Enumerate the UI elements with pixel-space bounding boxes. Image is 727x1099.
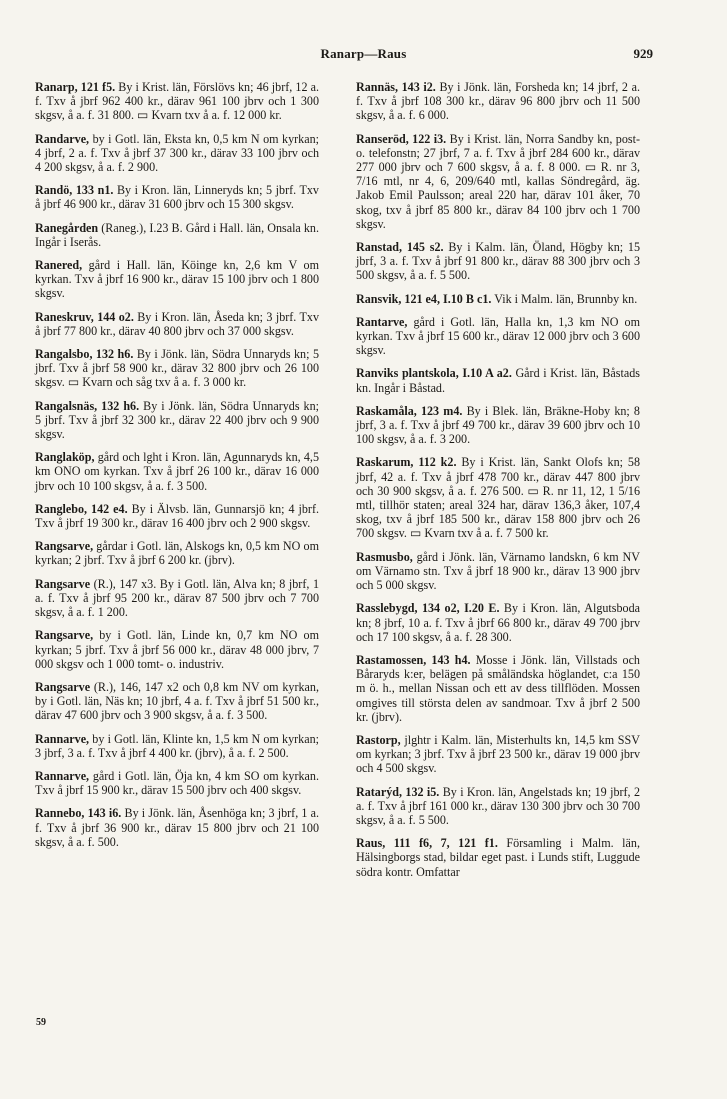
entry-headword: Rannarve, [35, 731, 90, 746]
dictionary-entry [35, 399, 319, 442]
dictionary-entry [35, 628, 319, 671]
entry-headword: Rangsarve [35, 679, 91, 694]
entry-text: By i Kron. län, Linneryds kn; 5 jbrf. Txv å jbrf 46 900 kr., därav 31 600 jbrv och 15 300 skgsv. [35, 183, 319, 212]
entry-text: Mosse i Jönk. län, Villstads och Båraryds k:er, belägen på småländska höglandet, c:a 150 m ö. h., mellan Nissan och ett av dess tillflöden. Mossen omgives till största delen av sandmoar. Txv å jbrf 2 500 kr. (jbrv). [356, 652, 640, 724]
dictionary-entry [35, 539, 319, 567]
dictionary-entry [35, 347, 319, 390]
entry-headword: Ranviks plantskola, I.10 A a2. [356, 366, 512, 381]
entry-text: By i Kalm. län, Öland, Högby kn; 15 jbrf, 3 a. f. Txv å jbrf 91 800 kr., därav 88 300 jbrv och 3 500 skgsv, å a. f. 5 500. [356, 240, 640, 283]
entry-headword: Rangalsbo, 132 h6. [35, 347, 134, 362]
entry-text: By i Kron. län, Algutsboda kn; 8 jbrf, 10 a. f. Txv å jbrf 66 800 kr., därav 49 700 jbrv och 17 100 skgsv, å a. f. 28 300. [356, 601, 640, 644]
dictionary-entry [356, 601, 640, 644]
entry-headword: Rastorp, [356, 732, 401, 747]
dictionary-entry [356, 836, 640, 879]
entry-text: By i Krist. län, Norra Sandby kn, post- o. telefonstn; 27 jbrf, 7 a. f. Txv å jbrf 284 600 kr., därav 277 000 jbrv och 7 600 skgsv, å a. f. 8 000. ▭ R. nr 3, 7/16 mtl, nr 4, 6, 209/640 mtl, kallas Söndregård, äg. Jakob Emil Paulsson; areal 220 har, därav 101 åker, 70 skog, txv å jbrf 85 800 kr., därav 84 100 jbrv och 1 700 skgsv. [356, 131, 640, 231]
dictionary-entry [35, 132, 319, 175]
dictionary-entry [356, 404, 640, 447]
entry-text: gård och lght i Kron. län, Agunnaryds kn, 4,5 km ONO om kyrkan. Txv å jbrf 26 100 kr., därav 16 000 jbrv och 10 100 skgsv, å a. f. 3 500. [35, 450, 319, 493]
entry-text: gårdar i Gotl. län, Alskogs kn, 0,5 km NO om kyrkan; 2 jbrf. Txv å jbrf 6 200 kr. (jbrv). [35, 539, 319, 568]
left-column [35, 80, 319, 858]
entry-headword: Raneskruv, 144 o2. [35, 309, 134, 324]
entry-headword: Ranered, [35, 258, 83, 273]
entry-headword: Ratarýd, 132 i5. [356, 784, 440, 799]
entry-headword: Raus, 111 f6, 7, 121 f1. [356, 836, 498, 851]
entry-text: By i Jönk. län, Forsheda kn; 14 jbrf, 2 a. f. Txv å jbrf 108 300 kr., därav 96 800 jbrv och 11 500 skgsv, å a. f. 6 000. [356, 80, 640, 123]
entry-headword: Ranstad, 145 s2. [356, 240, 444, 255]
entry-text: By i Blek. län, Bräkne-Hoby kn; 8 jbrf, 3 a. f. Txv å jbrf 49 700 kr., därav 39 600 jbrv och 10 100 skgsv, å a. f. 3 200. [356, 403, 640, 447]
entry-text: By i Krist. län, Förslövs kn; 46 jbrf, 12 a. f. Txv å jbrf 962 400 kr., därav 961 100 jbrv och 1 300 skgsv, å a. f. 31 800. ▭ Kvarn txv å a. f. 12 000 kr. [35, 80, 319, 123]
entry-headword: Randarve, [35, 131, 90, 146]
dictionary-entry [35, 577, 319, 620]
page-header [0, 46, 727, 66]
entry-text: (R.), 146, 147 x2 och 0,8 km NV om kyrkan, by i Gotl. län, Näs kn; 10 jbrf, 4 a. f. Txv å jbrf 51 500 kr., därav 47 600 jbrv och 3 900 skgsv, å a. f. 3 500. [35, 679, 319, 723]
entry-headword: Ranseröd, 122 i3. [356, 131, 447, 146]
entry-text: By i Kron. län, Angelstads kn; 19 jbrf, 2 a. f. Txv å jbrf 161 000 kr., därav 130 300 jbrv och 30 700 skgsv, å a. f. 5 500. [356, 784, 641, 827]
right-column [356, 80, 640, 888]
printer-signature: 59 [36, 1017, 46, 1028]
entry-text: (R.), 147 x3. By i Gotl. län, Alva kn; 8 jbrf, 1 a. f. Txv å jbrf 95 200 kr., därav 87 500 jbrv och 7 700 skgsv, å a. f. 1 200. [35, 576, 319, 620]
dictionary-entry [35, 502, 319, 530]
entry-headword: Rangsarve, [35, 628, 94, 643]
dictionary-entry [35, 450, 319, 493]
entry-text: Vik i Malm. län, Brunnby kn. [491, 291, 638, 306]
dictionary-entry [35, 310, 319, 338]
entry-text: By i Kron. län, Åseda kn; 3 jbrf. Txv å jbrf 77 800 kr., därav 40 800 jbrv och 37 000 skgsv. [35, 309, 319, 338]
entry-text: by i Gotl. län, Linde kn, 0,7 km NO om kyrkan; 5 jbrf. Txv å jbrf 56 000 kr., därav 48 000 jbrv, 7 000 skgsv och 1 000 tomt- o. industriv. [35, 628, 319, 671]
dictionary-entry [356, 785, 640, 828]
entry-headword: Raskamåla, 123 m4. [356, 403, 463, 418]
dictionary-entry [35, 680, 319, 723]
entry-headword: Ranglebo, 142 e4. [35, 501, 128, 516]
entry-headword: Ranglaköp, [35, 450, 95, 465]
entry-headword: Rangsarve [35, 576, 91, 591]
entry-text: By i Jönk. län, Södra Unnaryds kn; 5 jbrf. Txv å jbrf 58 900 kr., därav 32 800 jbrv och 26 100 skgsv. ▭ Kvarn och såg txv å a. f. 3 000 kr. [35, 347, 319, 390]
entry-text: Församling i Malm. län, Hälsingborgs stad, bildar eget past. i Lunds stift, Luggude södra kontr. Omfattar [356, 836, 640, 879]
dictionary-entry [35, 769, 319, 797]
entry-text: by i Gotl. län, Eksta kn, 0,5 km N om kyrkan; 4 jbrf, 2 a. f. Txv å jbrf 37 300 kr., därav 33 100 jbrv och 4 200 skgsv, å a. f. 2 900. [35, 131, 319, 175]
entry-headword: Ransvik, 121 e4, I.10 B c1. [356, 291, 492, 306]
entry-text: By i Jönk. län, Åsenhöga kn; 3 jbrf, 1 a. f. Txv å jbrf 36 900 kr., därav 15 800 jbrv och 21 100 skgsv, å a. f. 500. [35, 806, 320, 849]
entry-headword: Rangalsnäs, 132 h6. [35, 398, 140, 413]
dictionary-entry [35, 80, 319, 123]
dictionary-entry [356, 550, 640, 593]
entry-text: By i Krist. län, Sankt Olofs kn; 58 jbrf, 42 a. f. Txv å jbrf 478 700 kr., därav 447 800 jbrv och 30 900 skgsv, å a. f. 276 500. ▭ R. nr 11, 12, 1 5/16 mtl, tillhör staten; areal 324 har, därav 136,3 åker, 107,4 skog, txv å jbrf 185 500 kr., därav 158 800 jbrv och 26 700 skgsv. ▭ Kvarn txv å a. f. 7 500 kr. [356, 455, 640, 541]
dictionary-entry [356, 240, 640, 283]
entry-text: gård i Gotl. län, Halla kn, 1,3 km NO om kyrkan. Txv å jbrf 15 600 kr., därav 12 000 jbrv och 3 600 skgsv. [356, 314, 640, 358]
entry-headword: Rannarve, [35, 768, 90, 783]
page-number: 929 [633, 46, 653, 61]
dictionary-entry [35, 221, 319, 249]
dictionary-entry [35, 258, 319, 301]
entry-text: By i Jönk. län, Södra Unnaryds kn; 5 jbrf. Txv å jbrf 32 300 kr., därav 22 400 jbrv och 9 900 skgsv. [35, 398, 320, 442]
dictionary-entry [356, 292, 640, 306]
entry-headword: Rasmusbo, [356, 549, 413, 564]
entry-headword: Rannäs, 143 i2. [356, 80, 436, 94]
entry-text: By i Älvsb. län, Gunnarsjö kn; 4 jbrf. Txv å jbrf 19 300 kr., därav 16 400 jbrv och 2 900 skgsv. [35, 501, 320, 531]
dictionary-entry [356, 132, 640, 231]
entry-text: gård i Jönk. län, Värnamo landskn, 6 km NV om Värnamo stn. Txv å jbrf 18 900 kr., därav 13 900 jbrv och 5 000 skgsv. [356, 549, 640, 593]
dictionary-entry [356, 315, 640, 358]
entry-text: gård i Gotl. län, Öja kn, 4 km SO om kyrkan. Txv å jbrf 15 900 kr., därav 15 500 jbrv och 400 skgsv. [35, 768, 319, 798]
entry-headword: Rantarve, [356, 314, 408, 329]
dictionary-entry [356, 653, 640, 724]
entry-headword: Ranarp, 121 f5. [35, 80, 116, 94]
entry-headword: Raskarum, 112 k2. [356, 455, 457, 470]
dictionary-entry [35, 732, 319, 760]
entry-headword: Rangsarve, [35, 539, 94, 554]
entry-text: jlghtr i Kalm. län, Misterhults kn, 14,5 km SSV om kyrkan; 3 jbrf. Txv å jbrf 23 500 kr., därav 19 000 jbrv och 4 500 skgsv. [356, 732, 640, 776]
running-head: Ranarp—Raus [320, 46, 407, 61]
entry-headword: Rannebo, 143 i6. [35, 806, 122, 821]
dictionary-entry [356, 80, 640, 123]
entry-text: Gård i Krist. län, Båstads kn. Ingår i Båstad. [356, 366, 640, 395]
entry-headword: Randö, 133 n1. [35, 183, 114, 198]
entry-text: gård i Hall. län, Köinge kn, 2,6 km V om kyrkan. Txv å jbrf 16 900 kr., därav 15 100 jbrv och 1 800 skgsv. [35, 258, 319, 301]
dictionary-entry [35, 806, 319, 849]
entry-text: (Raneg.), I.23 B. Gård i Hall. län, Onsala kn. Ingår i Iserås. [35, 220, 319, 249]
dictionary-entry [35, 183, 319, 211]
entry-text: by i Gotl. län, Klinte kn, 1,5 km N om kyrkan; 3 jbrf, 3 a. f. Txv å jbrf 4 400 kr. (jbrv), å a. f. 2 500. [35, 731, 319, 760]
dictionary-entry [356, 455, 640, 540]
entry-headword: Ranegården [35, 220, 99, 235]
dictionary-entry [356, 366, 640, 394]
entry-headword: Rastamossen, 143 h4. [356, 652, 471, 667]
entry-headword: Rasslebygd, 134 o2, I.20 E. [356, 601, 500, 616]
dictionary-entry [356, 733, 640, 776]
